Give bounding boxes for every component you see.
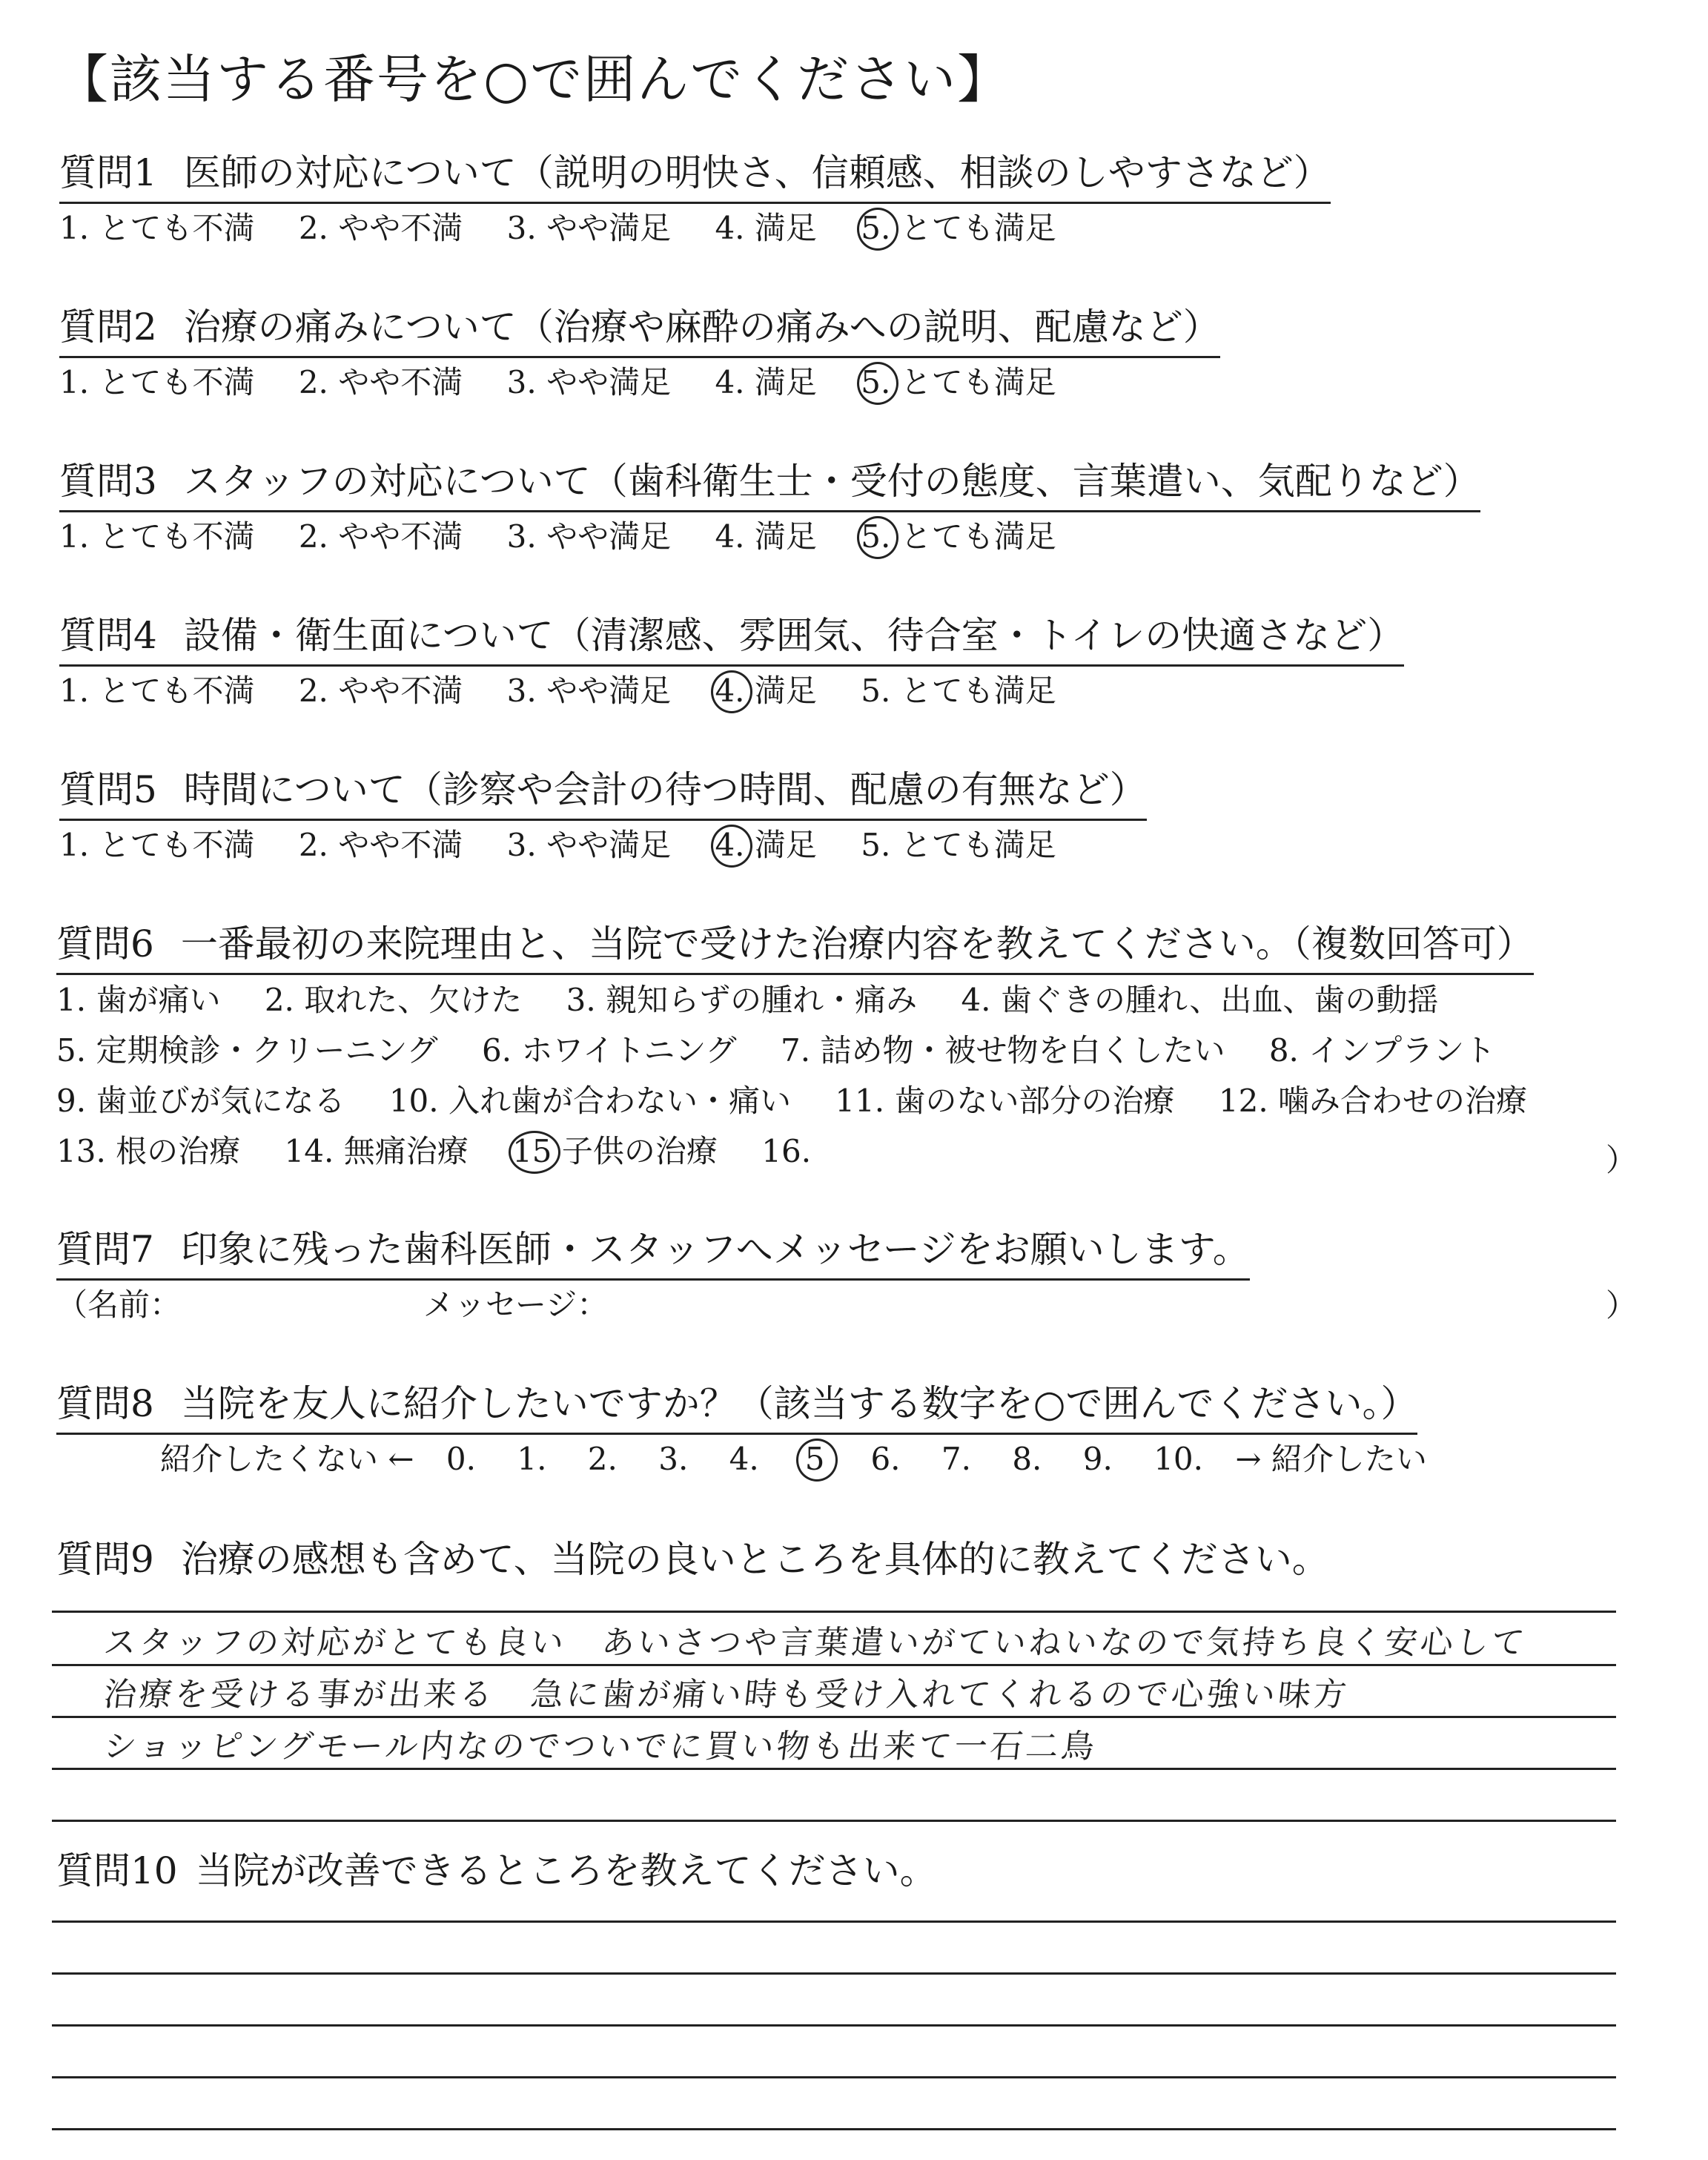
- question-2: [59, 303, 1220, 407]
- question-1: [59, 148, 1331, 253]
- q5-option-4[interactable]: 4. 満足: [715, 821, 816, 870]
- q6-option-1[interactable]: 1. 歯が痛い: [56, 982, 221, 1018]
- question-2-text: 治療の痛みについて（治療や麻酔の痛みへの説明、配慮など）: [183, 305, 1220, 349]
- q6-option-8[interactable]: 8. インプラント: [1268, 1032, 1496, 1069]
- selected-circle: 15: [512, 1126, 552, 1177]
- q3-option-1[interactable]: 1. とても不満: [59, 518, 255, 555]
- question-10-header: [56, 1846, 937, 1900]
- q8-option-6[interactable]: 6.: [870, 1441, 901, 1477]
- question-6-options: [56, 975, 1561, 1177]
- q6-option-3[interactable]: 3. 親知らずの腫れ・痛み: [566, 982, 918, 1018]
- q4-option-2[interactable]: 2. やや不満: [298, 673, 463, 709]
- q8-option-7[interactable]: 7.: [941, 1441, 971, 1477]
- q1-option-5[interactable]: 5. とても満足: [861, 204, 1056, 253]
- selected-circle: 4.: [715, 667, 744, 716]
- question-2-options: [59, 358, 1220, 407]
- q2-option-2[interactable]: 2. やや不満: [298, 364, 463, 400]
- question-6-text: 一番最初の来院理由と、当院で受けた治療内容を教えてください。（複数回答可）: [180, 922, 1534, 965]
- q4-option-1[interactable]: 1. とても不満: [59, 673, 255, 709]
- q1-option-3[interactable]: 3. やや満足: [506, 210, 672, 246]
- q8-option-4[interactable]: 4.: [729, 1441, 759, 1477]
- question-3: [59, 457, 1480, 561]
- question-1-text: 医師の対応について（説明の明快さ、信頼感、相談のしやすさなど）: [183, 151, 1331, 194]
- question-7-text: 印象に残った歯科医師・スタッフへメッセージをお願いします。: [180, 1228, 1250, 1271]
- selected-circle: 5: [800, 1435, 830, 1484]
- question-2-header: [59, 303, 1220, 358]
- question-4-text: 設備・衛生面について（清潔感、雰囲気、待合室・トイレの快適さなど）: [183, 614, 1405, 657]
- q8-option-8[interactable]: 8.: [1012, 1441, 1042, 1477]
- q4-option-4[interactable]: 4. 満足: [715, 667, 816, 716]
- question-3-header: [59, 457, 1480, 512]
- q8-option-10[interactable]: 10.: [1153, 1441, 1203, 1477]
- q1-option-1[interactable]: 1. とても不満: [59, 210, 255, 246]
- question-10-label: 質問10: [56, 1849, 178, 1892]
- question-8-scale: [56, 1435, 1427, 1484]
- q6-row-2: [56, 1025, 1561, 1076]
- q6-option-13[interactable]: 13. 根の治療: [56, 1133, 241, 1169]
- q6-other-close-paren: ）: [1606, 1142, 1638, 1178]
- q8-option-3[interactable]: 3.: [658, 1441, 689, 1477]
- question-3-text: スタッフの対応について（歯科衛生士・受付の態度、言葉遣い、気配りなど）: [183, 460, 1480, 503]
- question-7-label: 質問7: [56, 1228, 154, 1271]
- selected-circle: 5.: [861, 512, 890, 561]
- q8-option-5[interactable]: [800, 1435, 830, 1484]
- q6-option-9[interactable]: 9. 歯並びが気になる: [56, 1083, 345, 1119]
- q3-option-2[interactable]: 2. やや不満: [298, 518, 463, 555]
- question-8-text: 当院を友人に紹介したいですか？（該当する数字を○で囲んでください。）: [180, 1382, 1418, 1425]
- q2-option-3[interactable]: 3. やや満足: [506, 364, 672, 400]
- q7-message-label: メッセージ：: [423, 1287, 609, 1323]
- q3-option-4[interactable]: 4. 満足: [715, 518, 817, 555]
- q9-handwritten-line-1: スタッフの対応がとても良い あいさつや言葉遣いがていねいなので気持ち良く安心して: [102, 1624, 1529, 1662]
- q8-option-0[interactable]: 0.: [446, 1441, 476, 1477]
- q8-option-1[interactable]: 1.: [517, 1441, 547, 1477]
- q10-answer-line-4: [52, 2076, 1616, 2078]
- question-1-header: [59, 148, 1331, 204]
- q6-option-12[interactable]: 12. 噛み合わせの治療: [1218, 1083, 1528, 1119]
- q8-left-label: 紹介したくない ←: [160, 1441, 414, 1477]
- q5-option-3[interactable]: 3. やや満足: [506, 827, 672, 863]
- question-6-header: [56, 919, 1534, 975]
- q10-answer-line-1: [52, 1920, 1616, 1923]
- q6-option-6[interactable]: 6. ホワイトニング: [481, 1032, 737, 1069]
- q2-option-1[interactable]: 1. とても不満: [59, 364, 255, 400]
- q6-option-14[interactable]: 14. 無痛治療: [284, 1133, 469, 1169]
- question-7-fields: [56, 1281, 1250, 1330]
- question-5-text: 時間について（診察や会計の待つ時間、配慮の有無など）: [183, 768, 1147, 811]
- question-7-header: [56, 1225, 1250, 1281]
- q6-option-4[interactable]: 4. 歯ぐきの腫れ、出血、歯の動揺: [961, 982, 1439, 1018]
- q6-row-1: [56, 975, 1561, 1025]
- q5-option-1[interactable]: 1. とても不満: [59, 827, 255, 863]
- question-8-label: 質問8: [56, 1382, 154, 1425]
- question-8-header: [56, 1379, 1417, 1435]
- question-4: [59, 611, 1404, 716]
- q1-option-4[interactable]: 4. 満足: [715, 210, 817, 246]
- question-1-options: [59, 204, 1331, 253]
- q9-handwritten-line-3: ショッピングモール内なのでついでに買い物も出来て一石二鳥: [102, 1728, 1099, 1766]
- question-3-label: 質問3: [59, 460, 157, 503]
- question-9-text: 治療の感想も含めて、当院の良いところを具体的に教えてください。: [180, 1538, 1329, 1581]
- question-4-label: 質問4: [59, 614, 157, 657]
- question-2-label: 質問2: [59, 305, 157, 349]
- question-9-header: [56, 1535, 1329, 1588]
- question-9-label: 質問9: [56, 1538, 154, 1581]
- q6-row-4: [56, 1126, 1561, 1177]
- question-7: [56, 1225, 1250, 1330]
- question-10: [56, 1846, 937, 1900]
- question-6: [56, 919, 1561, 1177]
- selected-circle: 4.: [715, 821, 744, 870]
- question-5-options: [59, 821, 1147, 870]
- q9-answer-line-1: [52, 1611, 1616, 1613]
- q7-name-label: （名前：: [56, 1287, 182, 1323]
- q9-answer-line-5: [52, 1820, 1616, 1822]
- q6-option-5[interactable]: 5. 定期検診・クリーニング: [56, 1032, 438, 1069]
- question-4-options: [59, 667, 1404, 716]
- question-5: [59, 765, 1147, 870]
- question-5-label: 質問5: [59, 768, 157, 811]
- question-4-header: [59, 611, 1404, 667]
- question-10-text: 当院が改善できるところを教えてください。: [195, 1849, 937, 1892]
- q6-option-7[interactable]: 7. 詰め物・被せ物を白くしたい: [781, 1032, 1225, 1069]
- selected-circle: 5.: [861, 358, 890, 407]
- q2-option-5[interactable]: 5. とても満足: [861, 358, 1056, 407]
- q5-option-2[interactable]: 2. やや不満: [298, 827, 463, 863]
- q6-option-11[interactable]: 11. 歯のない部分の治療: [835, 1083, 1175, 1119]
- q2-option-4[interactable]: 4. 満足: [715, 364, 817, 400]
- q4-option-5[interactable]: 5. とても満足: [861, 673, 1056, 709]
- selected-circle: 5.: [861, 204, 890, 253]
- q7-close-paren: ）: [1606, 1287, 1638, 1324]
- q5-option-5[interactable]: 5. とても満足: [861, 827, 1056, 863]
- q9-handwritten-line-2: 治療を受ける事が出来る 急に歯が痛い時も受け入れてくれるので心強い味方: [102, 1676, 1351, 1714]
- page-title: 【該当する番号を○で囲んでください】: [56, 49, 1011, 110]
- q10-answer-line-2: [52, 1972, 1616, 1975]
- q8-right-label: → 紹介したい: [1235, 1441, 1427, 1477]
- q6-option-15[interactable]: 15 子供の治療: [512, 1126, 718, 1177]
- q6-row-3: [56, 1076, 1561, 1126]
- q3-option-5[interactable]: 5. とても満足: [861, 512, 1056, 561]
- question-8: [56, 1379, 1427, 1484]
- question-5-header: [59, 765, 1147, 821]
- question-9: [56, 1535, 1329, 1588]
- question-3-options: [59, 512, 1480, 561]
- question-6-label: 質問6: [56, 922, 154, 965]
- q6-option-16[interactable]: 16.: [761, 1133, 812, 1169]
- q10-answer-line-3: [52, 2024, 1616, 2027]
- q10-answer-line-5: [52, 2128, 1616, 2130]
- q6-option-2[interactable]: 2. 取れた、欠けた: [264, 982, 523, 1018]
- q6-option-10[interactable]: 10. 入れ歯が合わない・痛い: [388, 1083, 791, 1119]
- q1-option-2[interactable]: 2. やや不満: [298, 210, 463, 246]
- q8-option-9[interactable]: 9.: [1082, 1441, 1113, 1477]
- question-1-label: 質問1: [59, 151, 157, 194]
- q3-option-3[interactable]: 3. やや満足: [506, 518, 672, 555]
- q8-option-2[interactable]: 2.: [587, 1441, 618, 1477]
- q4-option-3[interactable]: 3. やや満足: [506, 673, 672, 709]
